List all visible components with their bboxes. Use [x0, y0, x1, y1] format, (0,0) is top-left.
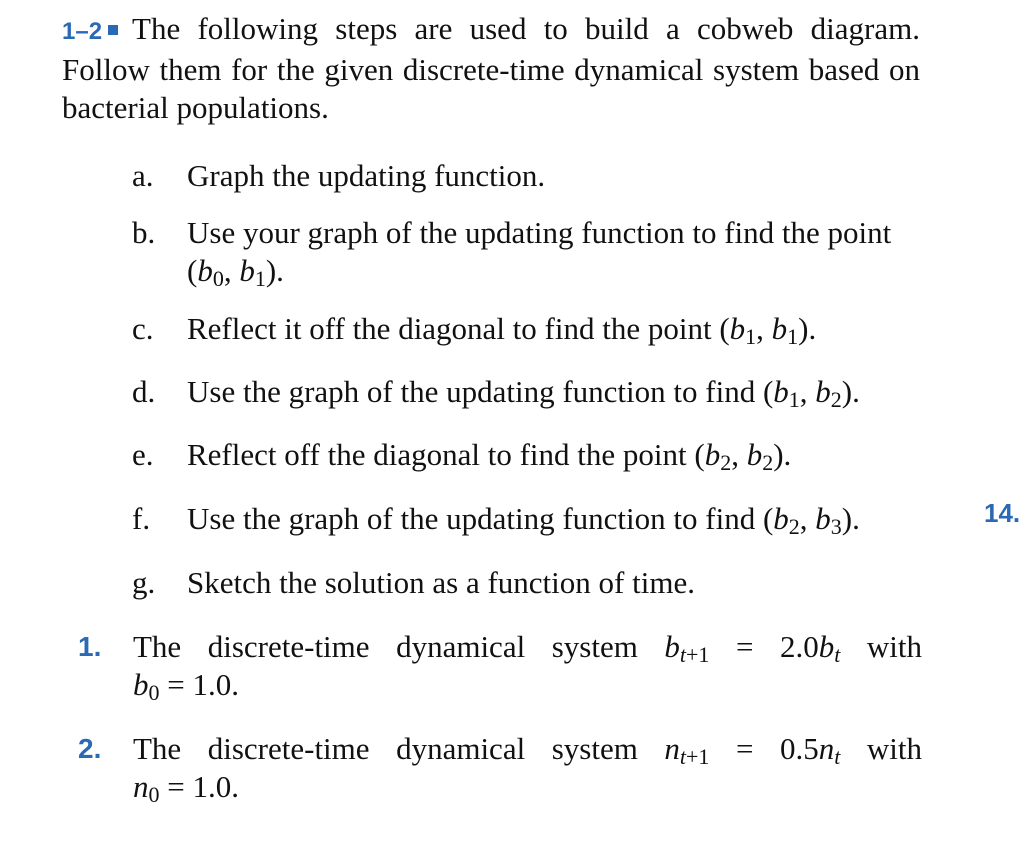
- step-text: Use the graph of the updating function to find: [187, 374, 756, 409]
- step-letter: d.: [132, 374, 156, 409]
- problem-initial: $n_0 = 1.0$.: [133, 769, 239, 807]
- intro-text-line1: The following steps are used to build a cobweb diagram.: [132, 11, 920, 46]
- intro-paragraph: [62, 10, 920, 127]
- step-g: [132, 564, 922, 602]
- problem-text: The discrete-time dynamical system: [133, 731, 638, 766]
- problem-number: 2.: [78, 733, 102, 764]
- intro-text-rest: Follow them for the given discrete-time dynamical system based on bacterial populations.: [62, 52, 920, 125]
- margin-problem-number: 14.: [984, 498, 1021, 528]
- step-d: [132, 373, 922, 411]
- problem-with: with: [866, 629, 922, 664]
- step-math: ($b_1$, $b_1$).: [719, 311, 817, 349]
- problem-text: The discrete-time dynamical system: [133, 629, 638, 664]
- problem-number: 1.: [78, 631, 102, 662]
- problem-equation: $n_{t+1} = 0.5n_t$: [664, 731, 841, 769]
- step-c: [132, 310, 922, 348]
- problem-with: with: [866, 731, 922, 766]
- step-letter: f.: [132, 501, 151, 536]
- step-b: [132, 214, 922, 290]
- step-a: [132, 157, 922, 195]
- step-math: ($b_2$, $b_3$).: [762, 501, 860, 539]
- step-text: Graph the updating function.: [187, 158, 546, 193]
- problem-1: [78, 628, 922, 704]
- square-bullet-icon: [108, 25, 118, 35]
- step-text: Reflect it off the diagonal to find the point: [187, 311, 712, 346]
- step-text: Use the graph of the updating function to find: [187, 501, 756, 536]
- step-letter: b.: [132, 215, 156, 250]
- problem-equation: $b_{t+1} = 2.0b_t$: [664, 629, 841, 667]
- step-math: ($b_1$, $b_2$).: [762, 374, 860, 412]
- step-letter: a.: [132, 158, 154, 193]
- step-f: [132, 500, 922, 538]
- step-letter: e.: [132, 437, 154, 472]
- problem-range-label: 1–2: [62, 18, 103, 45]
- step-letter: c.: [132, 311, 154, 346]
- step-text: Use your graph of the updating function to find the point: [187, 215, 892, 250]
- problem-initial: $b_0 = 1.0$.: [133, 667, 239, 705]
- step-math: ($b_2$, $b_2$).: [694, 437, 792, 475]
- problem-2: [78, 730, 922, 806]
- step-text: Reflect off the diagonal to find the point: [187, 437, 687, 472]
- step-text: Sketch the solution as a function of time.: [187, 565, 695, 600]
- step-letter: g.: [132, 565, 156, 600]
- step-e: [132, 436, 922, 474]
- step-math: ($b_0$, $b_1$).: [187, 253, 284, 291]
